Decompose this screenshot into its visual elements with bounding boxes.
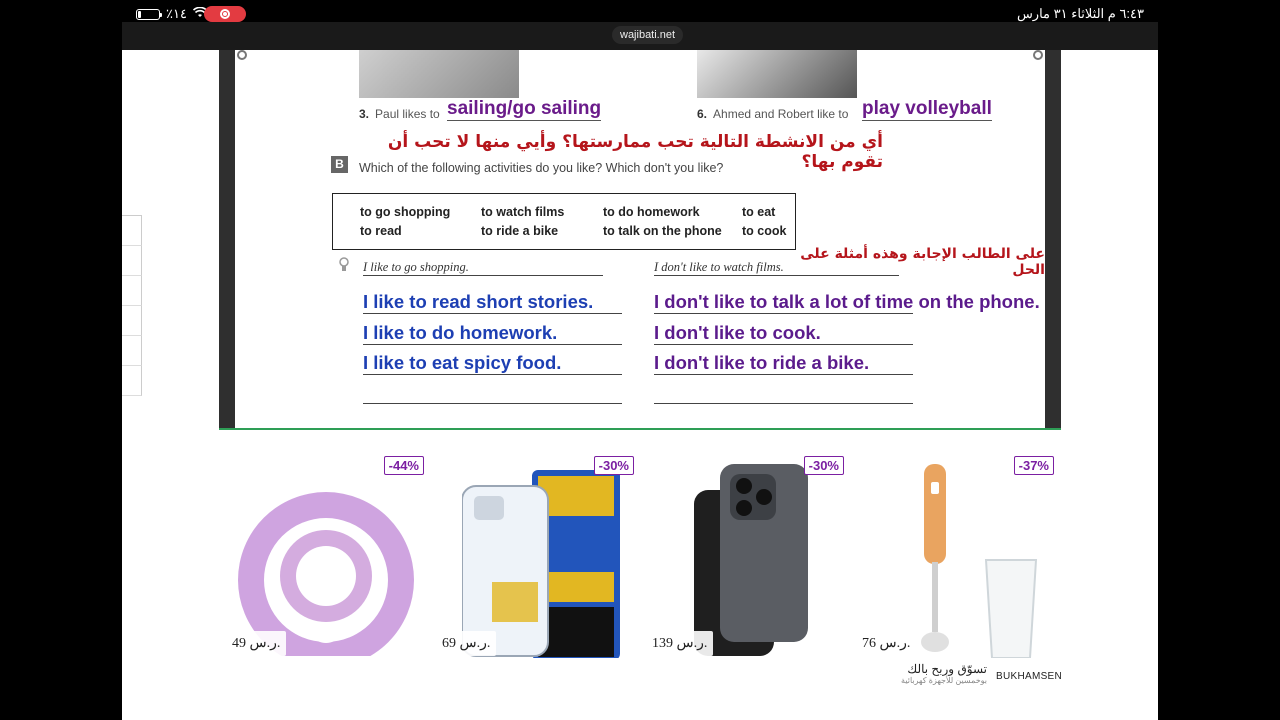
screen-record-indicator[interactable] — [204, 6, 246, 22]
hand-blender-icon — [912, 462, 1052, 658]
activity-item: to go shopping — [360, 205, 451, 219]
activity-item: to eat — [742, 205, 776, 219]
record-icon — [220, 9, 230, 19]
brand-logo[interactable]: BUKHAMSEN — [996, 671, 1063, 682]
volleyball-photo — [697, 50, 857, 98]
battery-percent: ٪١٤ — [166, 6, 187, 21]
discount-badge: -37% — [1014, 456, 1054, 475]
url-pill[interactable]: wajibati.net — [612, 26, 683, 44]
dislike-answer: I don't like to cook. — [654, 322, 913, 345]
sailing-photo — [359, 50, 519, 98]
arabic-instruction: أي من الانشطة التالية تحب ممارستها؟ وأيي منها لا تحب أن تقوم بها؟ — [387, 132, 883, 172]
divider — [219, 428, 1061, 430]
dislike-answer: I don't like to talk a lot of time on the phone. — [654, 291, 1040, 312]
product-card[interactable] — [642, 452, 850, 658]
brand-tagline[interactable]: تسوّق وربح بالك بوخمسين للأجهزة كهربائية — [901, 662, 987, 685]
price-label: 49 ر.س. — [226, 631, 286, 656]
discount-badge: -30% — [594, 456, 634, 475]
activity-item: to ride a bike — [481, 224, 559, 238]
pin-icon — [1033, 50, 1043, 60]
example-like: I like to go shopping. — [363, 260, 603, 276]
like-answer: I like to eat spicy food. — [363, 352, 622, 375]
status-left — [136, 6, 207, 22]
section-b-badge: B — [331, 156, 348, 173]
price-label: 139 ر.س. — [646, 631, 713, 656]
pin-icon — [237, 50, 247, 60]
discount-badge: -44% — [384, 456, 424, 475]
like-answer: I like to do homework. — [363, 322, 622, 345]
status-time-date: ٦:٤٣ م الثلاثاء ٣١ مارس — [1016, 6, 1144, 21]
product-card[interactable] — [852, 452, 1060, 658]
product-card[interactable] — [432, 452, 640, 658]
battery-icon — [136, 9, 160, 20]
activity-item: to cook — [742, 224, 787, 238]
example-dislike: I don't like to watch films. — [654, 260, 899, 276]
answer-3: sailing/go sailing — [447, 98, 602, 119]
arabic-note: على الطالب الإجابة وهذه أمثلة على الحل — [800, 246, 1045, 278]
price-label: 69 ر.س. — [436, 631, 496, 656]
page-left-edge — [122, 215, 142, 425]
like-answer: I like to read short stories. — [363, 291, 622, 314]
question-6: 6. Ahmed and Robert like to — [697, 107, 849, 121]
activity-item: to do homework — [603, 205, 700, 219]
answer-6: play volleyball — [862, 98, 992, 119]
discount-badge: -30% — [804, 456, 844, 475]
activity-item: to talk on the phone — [603, 224, 722, 238]
question-3: 3. Paul likes to — [359, 107, 440, 121]
activity-item: to watch films — [481, 205, 565, 219]
section-b-question: Which of the following activities do you like? Which don't you like? — [359, 161, 724, 175]
price-label: 76 ر.س. — [856, 631, 916, 656]
product-card[interactable] — [222, 452, 430, 658]
web-page — [122, 50, 1158, 720]
worksheet-image — [219, 50, 1061, 430]
lightbulb-icon — [339, 257, 349, 273]
dislike-answer: I don't like to ride a bike. — [654, 352, 913, 375]
blank-line — [363, 403, 622, 404]
activity-item: to read — [360, 224, 402, 238]
phone-case-icon — [692, 462, 812, 658]
tempered-glass-pack-icon — [462, 462, 622, 658]
activity-box — [332, 193, 796, 250]
blank-line — [654, 403, 913, 404]
